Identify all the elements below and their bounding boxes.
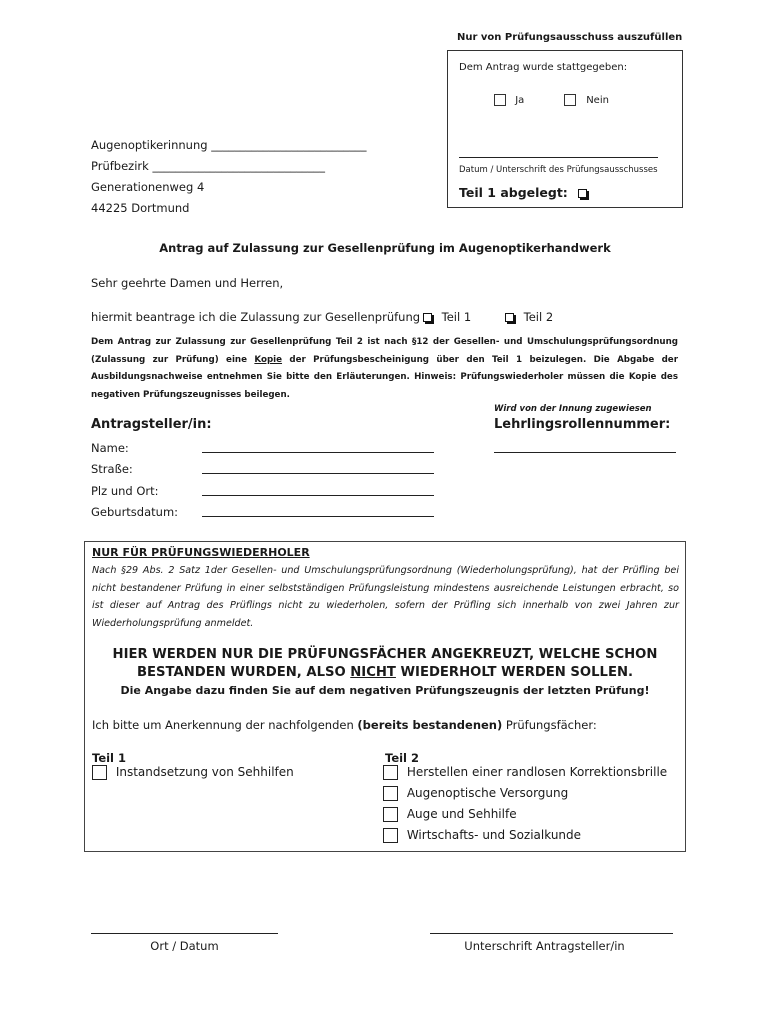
repeaters-instruction: HIER WERDEN NUR DIE PRÜFUNGSFÄCHER ANGEKREUZT, WELCHE SCHON BESTANDEN WURDEN, ALSO NICHT WIEDERHOLT WERDEN SOLLEN. xyxy=(112,647,658,680)
option-part2[interactable] xyxy=(505,310,553,324)
subject-part2-0-checkbox[interactable] xyxy=(383,765,398,780)
no-label: Nein xyxy=(586,95,609,106)
yes-label: Ja xyxy=(515,95,525,106)
salutation: Sehr geehrte Damen und Herren, xyxy=(91,276,284,290)
part2-label: Teil 2 xyxy=(523,310,554,324)
field-label-street: Straße: xyxy=(91,462,133,476)
repeaters-paragraph: Nach §29 Abs. 2 Satz 1der Gesellen- und Umschulungsprüfungsordnung (Wiederholungsprüfung), hat der Prüfling bei nicht bestandener Prüfung in einer selbstständigen Prüfungsleistung mindestens ausreichende Leistungen erbracht, so ist dieser auf Antrag des Prüflings nicht zu wiederholen, sofern der Prüfling sich innerhalb von zwei Jahren zur Wiederholungsprüfung anmeldet. xyxy=(92,565,679,629)
repeaters-heading: NUR FÜR PRÜFUNGSWIEDERHOLER xyxy=(92,546,310,559)
recipient-district[interactable]: Prüfbezirk ______________________________ xyxy=(91,159,325,173)
subject-part2-0[interactable]: Herstellen einer randlosen Korrektionsbrille xyxy=(383,765,667,780)
subject-part1-0[interactable]: Instandsetzung von Sehhilfen xyxy=(92,765,294,780)
subject-part2-1[interactable]: Augenoptische Versorgung xyxy=(383,786,568,801)
option-part1[interactable] xyxy=(423,310,471,324)
applicant-signature-caption: Unterschrift Antragsteller/in xyxy=(464,939,625,953)
subject-part2-3[interactable]: Wirtschafts- und Sozialkunde xyxy=(383,828,581,843)
yes-option[interactable] xyxy=(494,94,524,106)
subject-part2-2-checkbox[interactable] xyxy=(383,807,398,822)
committee-signature-caption: Datum / Unterschrift des Prüfungsausschusses xyxy=(459,165,658,175)
committee-heading: Nur von Prüfungsausschuss auszufüllen xyxy=(457,32,683,43)
place-date-caption: Ort / Datum xyxy=(150,939,219,953)
street-input-line[interactable] xyxy=(202,473,434,474)
part2-checkbox[interactable] xyxy=(505,313,514,322)
part1-checkbox[interactable] xyxy=(423,313,432,322)
no-option[interactable] xyxy=(564,94,609,106)
subjects-part1-title: Teil 1 xyxy=(92,751,127,765)
repeaters-hint: Die Angabe dazu finden Sie auf dem negativen Prüfungszeugnis der letzten Prüfung! xyxy=(120,684,650,697)
granted-text: Dem Antrag wurde stattgegeben: xyxy=(459,62,628,73)
field-label-name: Name: xyxy=(91,441,129,455)
committee-signature-line[interactable] xyxy=(459,157,658,158)
recognition-request: Ich bitte um Anerkennung der nachfolgenden (bereits bestandenen) Prüfungsfächer: xyxy=(92,718,597,732)
apprentice-number-line[interactable] xyxy=(494,452,676,453)
subject-part2-3-checkbox[interactable] xyxy=(383,828,398,843)
zip-city-input-line[interactable] xyxy=(202,495,434,496)
subject-part2-1-checkbox[interactable] xyxy=(383,786,398,801)
applicant-heading: Antragsteller/in: xyxy=(91,417,212,432)
recipient-guild[interactable]: Augenoptikerinnung ___________________________ xyxy=(91,138,367,152)
no-checkbox[interactable] xyxy=(564,94,576,106)
birthdate-input-line[interactable] xyxy=(202,516,434,517)
request-text: hiermit beantrage ich die Zulassung zur Gesellenprüfung xyxy=(91,310,421,324)
notice-paragraph: Dem Antrag zur Zulassung zur Gesellenprüfung Teil 2 ist nach §12 der Gesellen- und Umschulungsprüfungsordnung (Zulassung zur Prüfung) eine Kopie der Prüfungsbescheinigung über den Teil 1 beizulegen. Die Abgabe der Ausbildungsnachweise entnehmen Sie bitte den Erläuterungen. Hinweis: Prüfungswiederholer müssen die Kopie des negativen Prüfungszeugnisses beilegen. xyxy=(91,337,678,400)
committee-box xyxy=(447,50,683,208)
page-title: Antrag auf Zulassung zur Gesellenprüfung im Augenoptikerhandwerk xyxy=(159,241,611,255)
copy-word: Kopie xyxy=(254,354,283,365)
part1-done-checkbox[interactable] xyxy=(578,189,587,198)
name-input-line[interactable] xyxy=(202,452,434,453)
part1-done-label: Teil 1 abgelegt: xyxy=(459,185,587,200)
recipient-street: Generationenweg 4 xyxy=(91,180,205,194)
field-label-zip-city: Plz und Ort: xyxy=(91,484,159,498)
subject-part1-0-checkbox[interactable] xyxy=(92,765,107,780)
part1-label: Teil 1 xyxy=(441,310,472,324)
subject-part2-2[interactable]: Auge und Sehhilfe xyxy=(383,807,517,822)
apprentice-heading: Lehrlingsrollennummer: xyxy=(494,417,671,432)
field-label-birthdate: Geburtsdatum: xyxy=(91,505,179,519)
yes-checkbox[interactable] xyxy=(494,94,506,106)
applicant-signature-line[interactable] xyxy=(430,933,673,934)
place-date-line[interactable] xyxy=(91,933,278,934)
recipient-city: 44225 Dortmund xyxy=(91,201,190,215)
subjects-part2-title: Teil 2 xyxy=(385,751,420,765)
apprentice-note: Wird von der Innung zugewiesen xyxy=(494,404,652,414)
repeaters-box xyxy=(84,541,686,852)
